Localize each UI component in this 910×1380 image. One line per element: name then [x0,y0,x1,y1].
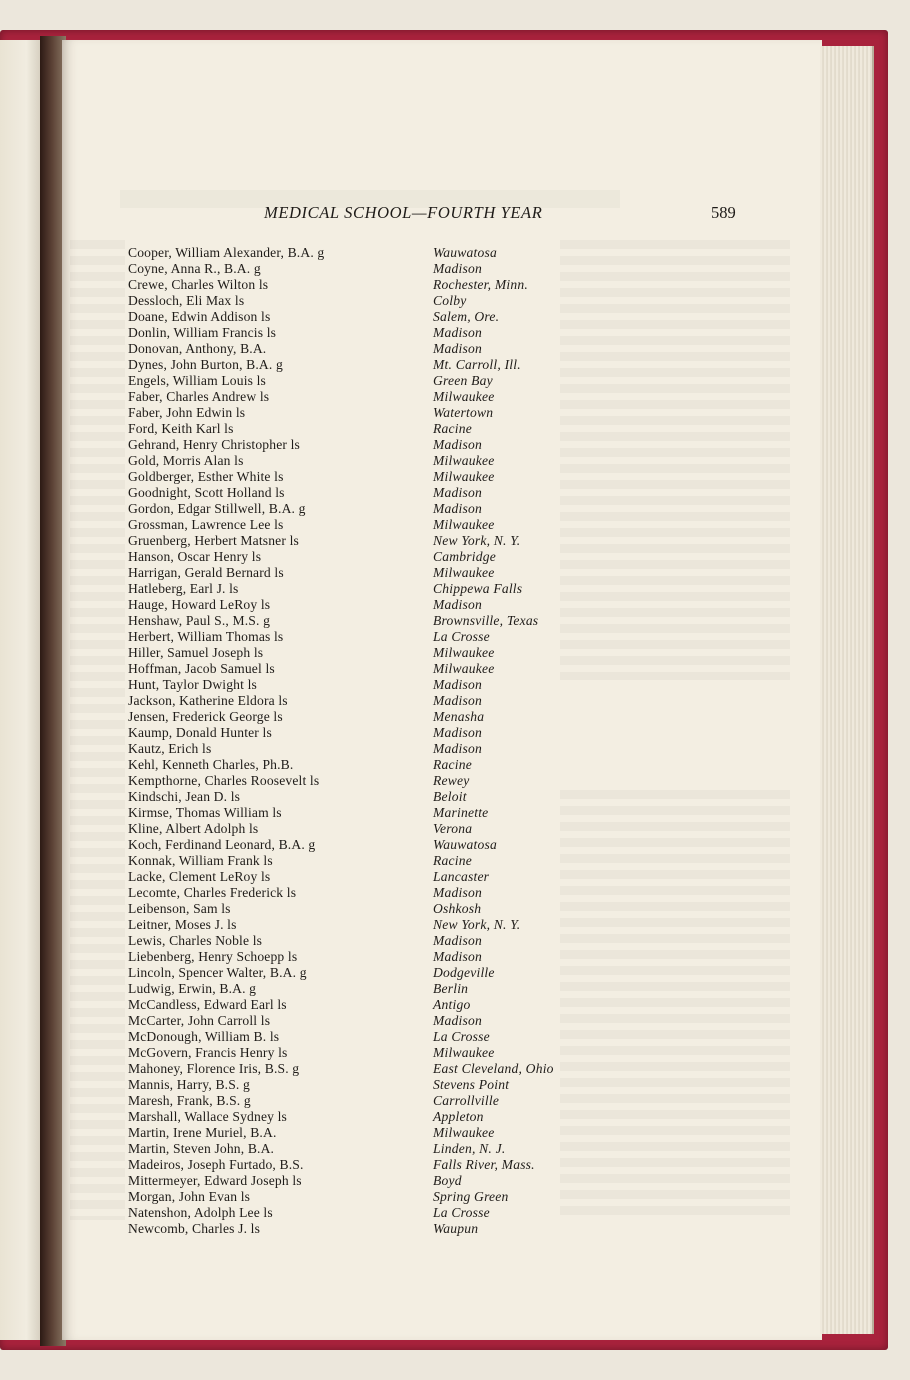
student-name: Leibenson, Sam ls [128,901,231,916]
student-hometown: Colby [433,293,467,308]
list-item [128,885,598,901]
student-name: Herbert, William Thomas ls [128,629,284,644]
student-hometown: Madison [433,933,482,948]
student-name: Engels, William Louis ls [128,373,266,388]
list-item [128,501,598,517]
list-item [128,373,598,389]
student-name: Kautz, Erich ls [128,741,212,756]
student-name: Faber, John Edwin ls [128,405,246,420]
student-hometown: Madison [433,693,482,708]
student-hometown: Stevens Point [433,1077,510,1092]
student-hometown: Racine [433,757,472,772]
student-name: Liebenberg, Henry Schoepp ls [128,949,298,964]
student-hometown: Madison [433,885,482,900]
student-hometown: Oshkosh [433,901,482,916]
list-item [128,1109,598,1125]
student-name: Doane, Edwin Addison ls [128,309,271,324]
list-item [128,293,598,309]
student-name: Ludwig, Erwin, B.A. g [128,981,257,996]
student-name: Cooper, William Alexander, B.A. g [128,245,325,260]
list-item [128,1221,598,1237]
student-name: Kindschi, Jean D. ls [128,789,241,804]
list-item [128,917,598,933]
student-name: Hiller, Samuel Joseph ls [128,645,264,660]
student-hometown: Milwaukee [433,1125,495,1140]
student-name: Lewis, Charles Noble ls [128,933,263,948]
running-header: MEDICAL SCHOOL—FOURTH YEAR [264,203,543,222]
student-hometown: East Cleveland, Ohio [433,1061,554,1076]
list-item [128,357,598,373]
student-hometown: Madison [433,677,482,692]
list-item [128,1141,598,1157]
student-hometown: Marinette [433,805,489,820]
student-name: Dessloch, Eli Max ls [128,293,245,308]
student-hometown: Waupun [433,1221,479,1236]
list-item [128,725,598,741]
list-item [128,773,598,789]
student-name: Mannis, Harry, B.S. g [128,1077,250,1092]
list-item [128,1077,598,1093]
student-name: Lecomte, Charles Frederick ls [128,885,297,900]
list-item [128,261,598,277]
student-hometown: Madison [433,485,482,500]
student-name: Hatleberg, Earl J. ls [128,581,239,596]
student-name: Maresh, Frank, B.S. g [128,1093,251,1108]
student-name: Lacke, Clement LeRoy ls [128,869,271,884]
student-hometown: Brownsville, Texas [433,613,539,628]
student-name: Natenshon, Adolph Lee ls [128,1205,273,1220]
student-name: Newcomb, Charles J. ls [128,1221,261,1236]
student-hometown: Green Bay [433,373,493,388]
list-item [128,309,598,325]
student-hometown: Madison [433,437,482,452]
list-item [128,805,598,821]
student-hometown: Spring Green [433,1189,509,1204]
student-hometown: Milwaukee [433,661,495,676]
student-hometown: Madison [433,325,482,340]
student-hometown: La Crosse [433,1205,490,1220]
student-hometown: New York, N. Y. [433,917,521,932]
student-hometown: Dodgeville [433,965,495,980]
student-name: Marshall, Wallace Sydney ls [128,1109,287,1124]
student-name: Goodnight, Scott Holland ls [128,485,285,500]
list-item [128,821,598,837]
student-hometown: Wauwatosa [433,245,497,260]
student-name: Kirmse, Thomas William ls [128,805,282,820]
facing-page-edge [0,40,44,1340]
student-hometown: Madison [433,1013,482,1028]
student-hometown: Madison [433,741,482,756]
list-item [128,661,598,677]
student-hometown: Milwaukee [433,1045,495,1060]
student-name: Mahoney, Florence Iris, B.S. g [128,1061,300,1076]
student-name: Henshaw, Paul S., M.S. g [128,613,271,628]
student-name: Grossman, Lawrence Lee ls [128,517,284,532]
list-item [128,677,598,693]
student-hometown: Cambridge [433,549,496,564]
list-item [128,837,598,853]
student-hometown: Racine [433,853,472,868]
list-item [128,597,598,613]
student-hometown: Menasha [433,709,485,724]
student-hometown: Madison [433,261,482,276]
student-hometown: Wauwatosa [433,837,497,852]
list-item [128,485,598,501]
list-item [128,453,598,469]
student-hometown: Appleton [433,1109,484,1124]
student-name: Donlin, William Francis ls [128,325,277,340]
student-hometown: Beloit [433,789,467,804]
student-hometown: Madison [433,501,482,516]
student-hometown: Antigo [433,997,471,1012]
list-item [128,757,598,773]
student-hometown: La Crosse [433,629,490,644]
student-name: Kaump, Donald Hunter ls [128,725,272,740]
list-item [128,853,598,869]
student-name: McCarter, John Carroll ls [128,1013,271,1028]
student-directory-list [128,245,598,1237]
list-item [128,405,598,421]
list-item [128,1189,598,1205]
list-item [128,421,598,437]
student-name: Mittermeyer, Edward Joseph ls [128,1173,302,1188]
student-name: Donovan, Anthony, B.A. [128,341,267,356]
list-item [128,565,598,581]
student-name: Harrigan, Gerald Bernard ls [128,565,284,580]
student-name: Hunt, Taylor Dwight ls [128,677,257,692]
student-hometown: Falls River, Mass. [433,1157,535,1172]
list-item [128,1013,598,1029]
list-item [128,949,598,965]
list-item [128,933,598,949]
list-item [128,789,598,805]
list-item [128,581,598,597]
student-name: Ford, Keith Karl ls [128,421,234,436]
student-hometown: Verona [433,821,473,836]
student-hometown: Madison [433,341,482,356]
student-name: Leitner, Moses J. ls [128,917,237,932]
list-item [128,325,598,341]
list-item [128,277,598,293]
list-item [128,1061,598,1077]
student-name: Morgan, John Evan ls [128,1189,251,1204]
list-item [128,517,598,533]
student-name: Koch, Ferdinand Leonard, B.A. g [128,837,316,852]
student-name: Jackson, Katherine Eldora ls [128,693,288,708]
student-hometown: La Crosse [433,1029,490,1044]
student-name: Kline, Albert Adolph ls [128,821,259,836]
list-item [128,645,598,661]
student-hometown: Milwaukee [433,469,495,484]
student-name: Hoffman, Jacob Samuel ls [128,661,275,676]
student-name: Konnak, William Frank ls [128,853,273,868]
student-hometown: New York, N. Y. [433,533,521,548]
list-item [128,1125,598,1141]
student-name: Hauge, Howard LeRoy ls [128,597,271,612]
student-hometown: Madison [433,597,482,612]
list-item [128,1157,598,1173]
student-name: Gruenberg, Herbert Matsner ls [128,533,299,548]
student-hometown: Rewey [433,773,470,788]
student-name: Faber, Charles Andrew ls [128,389,270,404]
student-hometown: Lancaster [433,869,490,884]
student-hometown: Madison [433,949,482,964]
student-name: Gordon, Edgar Stillwell, B.A. g [128,501,306,516]
student-name: McDonough, William B. ls [128,1029,280,1044]
student-hometown: Watertown [433,405,494,420]
list-item [128,341,598,357]
list-item [128,613,598,629]
list-item [128,693,598,709]
student-hometown: Mt. Carroll, Ill. [433,357,521,372]
page-stack-edges [820,46,874,1334]
list-item [128,709,598,725]
student-hometown: Chippewa Falls [433,581,523,596]
list-item [128,1093,598,1109]
list-item [128,997,598,1013]
student-name: Goldberger, Esther White ls [128,469,284,484]
student-hometown: Boyd [433,1173,462,1188]
list-item [128,1205,598,1221]
student-name: Dynes, John Burton, B.A. g [128,357,283,372]
list-item [128,1045,598,1061]
list-item [128,981,598,997]
list-item [128,549,598,565]
list-item [128,533,598,549]
student-name: Crewe, Charles Wilton ls [128,277,269,292]
student-name: Gold, Morris Alan ls [128,453,244,468]
student-name: Gehrand, Henry Christopher ls [128,437,300,452]
student-hometown: Milwaukee [433,645,495,660]
student-hometown: Milwaukee [433,389,495,404]
list-item [128,245,598,261]
student-hometown: Milwaukee [433,453,495,468]
student-name: Madeiros, Joseph Furtado, B.S. [128,1157,304,1172]
student-name: Hanson, Oscar Henry ls [128,549,262,564]
student-name: Coyne, Anna R., B.A. g [128,261,261,276]
list-item [128,1029,598,1045]
student-name: Martin, Steven John, B.A. [128,1141,275,1156]
list-item [128,469,598,485]
student-name: Lincoln, Spencer Walter, B.A. g [128,965,307,980]
student-name: Jensen, Frederick George ls [128,709,283,724]
student-hometown: Milwaukee [433,565,495,580]
student-name: Kehl, Kenneth Charles, Ph.B. [128,757,294,772]
list-item [128,389,598,405]
student-name: Kempthorne, Charles Roosevelt ls [128,773,320,788]
student-name: Martin, Irene Muriel, B.A. [128,1125,277,1140]
page-number: 589 [711,203,736,222]
student-hometown: Carrollville [433,1093,500,1108]
student-hometown: Linden, N. J. [433,1141,506,1156]
list-item [128,437,598,453]
student-name: McCandless, Edward Earl ls [128,997,287,1012]
list-item [128,901,598,917]
list-item [128,629,598,645]
list-item [128,741,598,757]
student-hometown: Berlin [433,981,469,996]
student-hometown: Rochester, Minn. [433,277,528,292]
student-hometown: Milwaukee [433,517,495,532]
list-item [128,869,598,885]
student-hometown: Racine [433,421,472,436]
student-name: McGovern, Francis Henry ls [128,1045,288,1060]
student-hometown: Madison [433,725,482,740]
list-item [128,965,598,981]
list-item [128,1173,598,1189]
student-hometown: Salem, Ore. [433,309,500,324]
